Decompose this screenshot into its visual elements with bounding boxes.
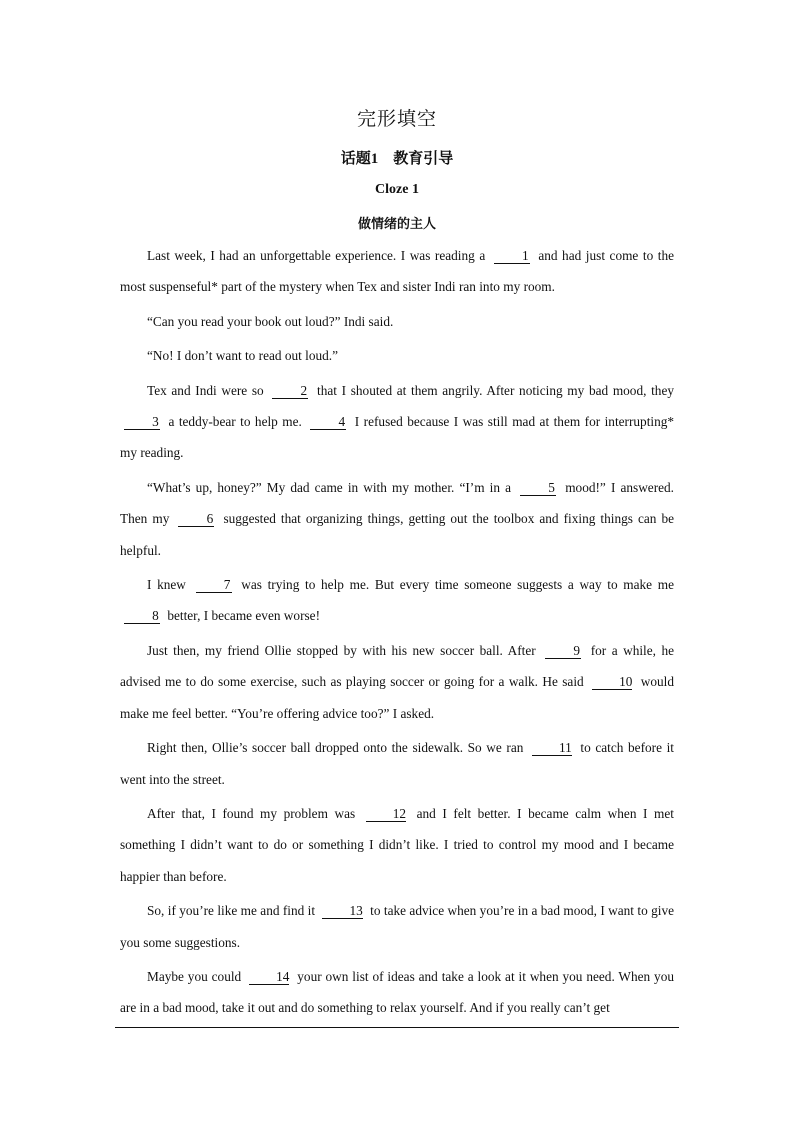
paragraph: After that, I found my problem was 12 and I felt better. I became calm when I met something I didn’t want to do or something I didn’t like. I tried to control my mood and I became happier than before.	[120, 805, 674, 884]
blank-1: 1	[494, 248, 530, 264]
paragraph: Just then, my friend Ollie stopped by with his new soccer ball. After 9 for a while, he advised me to do some exercise, such as playing soccer or going for a walk. He said 10 would make me feel better. “You’re offering advice too?” I asked.	[120, 642, 675, 721]
page-title: 完形填空	[356, 109, 437, 130]
topic-heading: 话题1 教育引导	[340, 151, 454, 167]
paragraph: Tex and Indi were so 2 that I shouted at them angrily. After noticing my bad mood, they 3 a teddy-bear to help me. 4 I refused because I was still mad at them for interrupting* my reading.	[120, 382, 675, 461]
blank-12: 12	[366, 806, 406, 822]
paragraph: Last week, I had an unforgettable experience. I was reading a 1 and had just come to the most suspenseful* part of the mystery when Tex and sister Indi ran into my room.	[120, 248, 674, 295]
passage-theme: 做情绪的主人	[357, 216, 436, 231]
blank-10: 10	[592, 674, 632, 690]
cloze-heading: Cloze 1	[375, 182, 419, 197]
blank-8: 8	[124, 608, 160, 624]
blank-13: 13	[322, 903, 362, 919]
paragraph: “Can you read your book out loud?” Indi said.	[147, 313, 394, 329]
blank-2: 2	[272, 383, 308, 399]
blank-9: 9	[545, 643, 581, 659]
paragraph: So, if you’re like me and find it 13 to take advice when you’re in a bad mood, I want to give you some suggestions.	[120, 903, 675, 950]
blank-5: 5	[520, 480, 556, 496]
passage-body	[120, 240, 674, 1027]
paragraph: “What’s up, honey?” My dad came in with my mother. “I’m in a 5 mood!” I answered. Then my 6 suggested that organizing things, getting out the toolbox and fixing things can be helpful.	[120, 479, 675, 558]
blank-6: 6	[178, 511, 214, 527]
blank-3: 3	[124, 414, 160, 430]
blank-11: 11	[532, 740, 572, 756]
paragraph: Right then, Ollie’s soccer ball dropped onto the sidewalk. So we ran 11 to catch before it went into the street.	[120, 740, 674, 787]
paragraph: I knew 7 was trying to help me. But every time someone suggests a way to make me 8 better, I became even worse!	[120, 569, 674, 632]
blank-7: 7	[196, 577, 232, 593]
blank-4: 4	[310, 414, 346, 430]
paragraph: Maybe you could 14 your own list of ideas and take a look at it when you need. When you are in a bad mood, take it out and do something to relax yourself. And if you really can’t get	[120, 968, 674, 1016]
blank-14: 14	[249, 969, 289, 985]
footer-divider	[115, 1027, 679, 1028]
paragraph: “No! I don’t want to read out loud.”	[147, 348, 339, 364]
